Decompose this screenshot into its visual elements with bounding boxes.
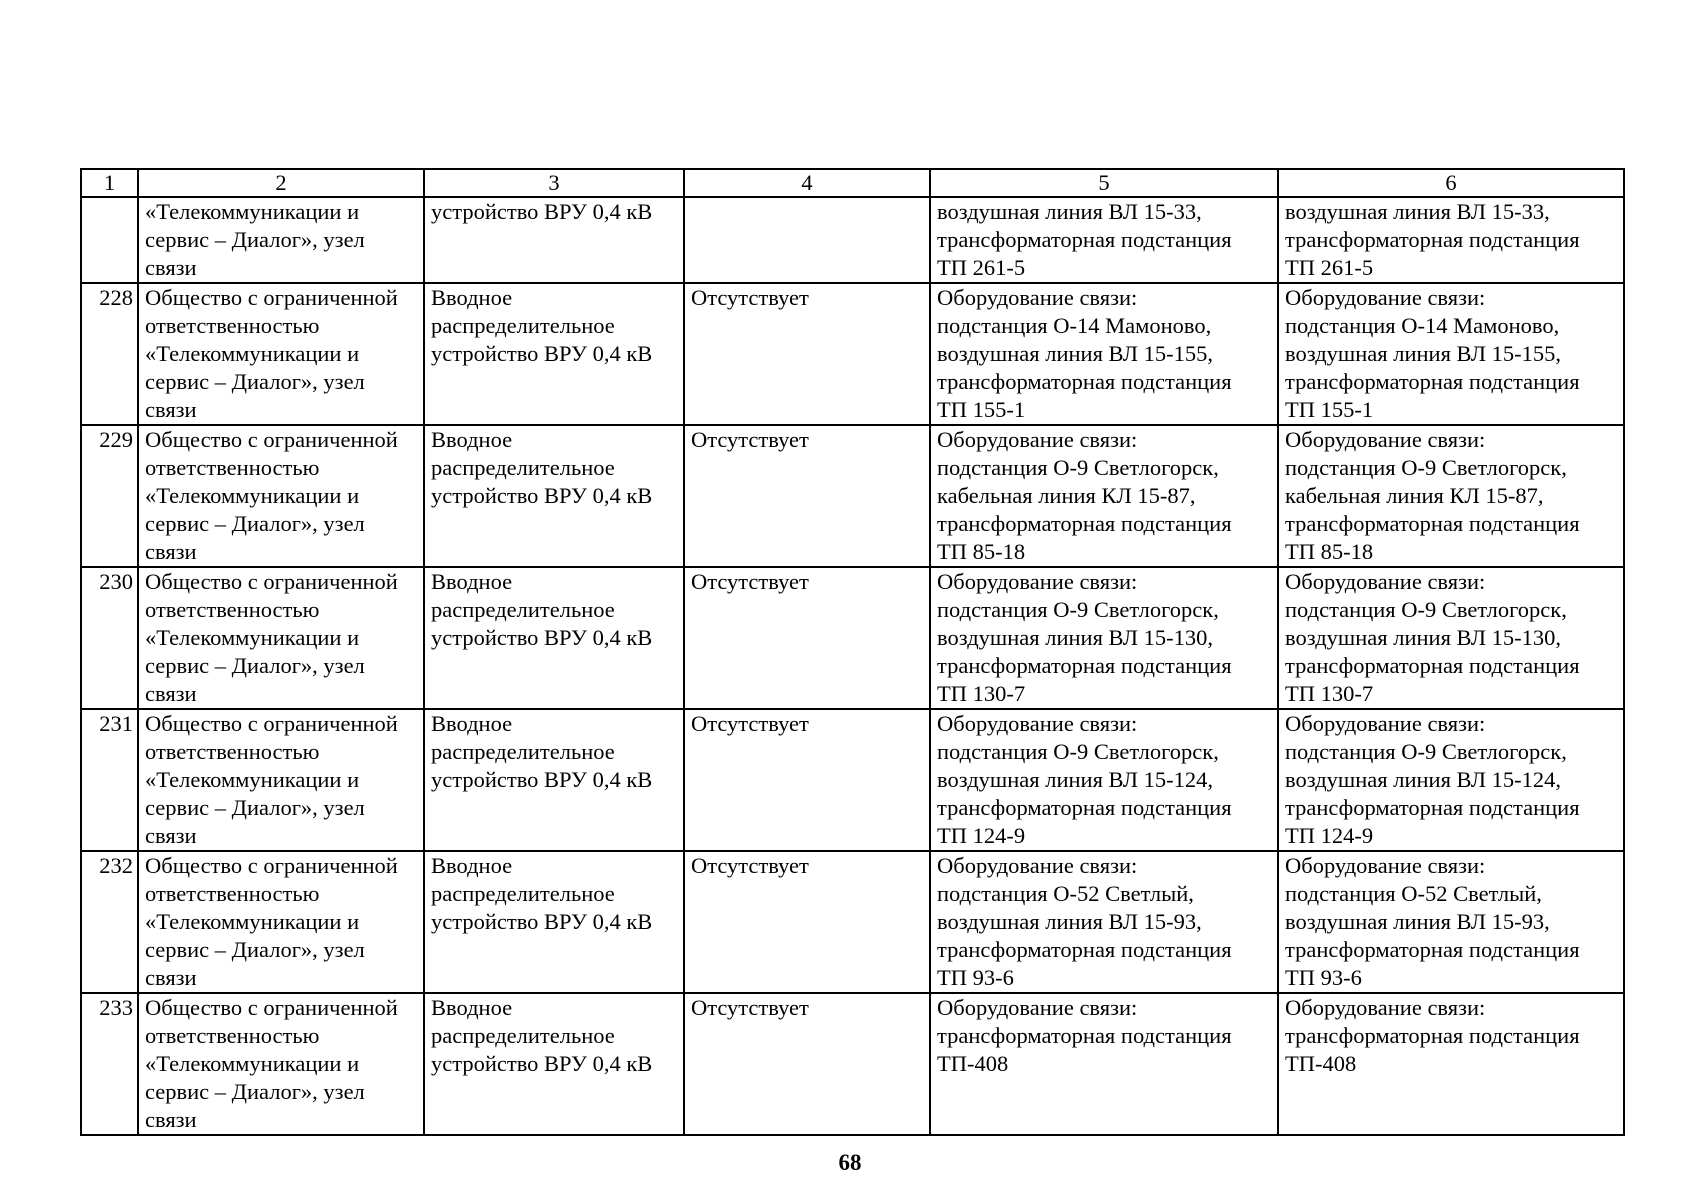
table-header-row [81,169,1624,197]
equipment-cell-5: Оборудование связи: подстанция О-9 Светлогорск, воздушная линия ВЛ 15-130, трансформаторная подстанция ТП 130-7 [930,567,1278,709]
device-cell: Вводное распределительное устройство ВРУ 0,4 кВ [424,425,684,567]
organization-cell: Общество с ограниченной ответственностью «Телекоммуникации и сервис – Диалог», узел связи [138,283,424,425]
device-cell: Вводное распределительное устройство ВРУ 0,4 кВ [424,283,684,425]
status-cell: Отсутствует [684,567,930,709]
organization-cell: Общество с ограниченной ответственностью «Телекоммуникации и сервис – Диалог», узел связи [138,425,424,567]
table-row [81,425,1624,567]
row-number-cell [81,197,138,283]
equipment-cell-6: Оборудование связи: подстанция О-9 Светлогорск, воздушная линия ВЛ 15-130, трансформаторная подстанция ТП 130-7 [1278,567,1624,709]
row-number-cell: 232 [81,851,138,993]
device-cell: Вводное распределительное устройство ВРУ 0,4 кВ [424,567,684,709]
column-header-4: 4 [684,169,930,197]
equipment-cell-5: Оборудование связи: подстанция О-9 Светлогорск, воздушная линия ВЛ 15-124, трансформаторная подстанция ТП 124-9 [930,709,1278,851]
organization-cell: Общество с ограниченной ответственностью «Телекоммуникации и сервис – Диалог», узел связи [138,567,424,709]
equipment-cell-6: Оборудование связи: подстанция О-9 Светлогорск, воздушная линия ВЛ 15-124, трансформаторная подстанция ТП 124-9 [1278,709,1624,851]
status-cell: Отсутствует [684,425,930,567]
status-cell: Отсутствует [684,283,930,425]
column-header-5: 5 [930,169,1278,197]
equipment-cell-5: Оборудование связи: подстанция О-9 Светлогорск, кабельная линия КЛ 15-87, трансформаторная подстанция ТП 85-18 [930,425,1278,567]
column-header-6: 6 [1278,169,1624,197]
row-number-cell: 231 [81,709,138,851]
equipment-cell-6: Оборудование связи: трансформаторная подстанция ТП-408 [1278,993,1624,1135]
equipment-cell-5: Оборудование связи: подстанция О-52 Светлый, воздушная линия ВЛ 15-93, трансформаторная подстанция ТП 93-6 [930,851,1278,993]
page-number: 68 [838,1150,862,1175]
table-row [81,283,1624,425]
column-header-1: 1 [81,169,138,197]
status-cell: Отсутствует [684,709,930,851]
equipment-cell-6: воздушная линия ВЛ 15-33, трансформаторная подстанция ТП 261-5 [1278,197,1624,283]
table-row [81,709,1624,851]
row-number-cell: 230 [81,567,138,709]
equipment-cell-5: воздушная линия ВЛ 15-33, трансформаторная подстанция ТП 261-5 [930,197,1278,283]
status-cell [684,197,930,283]
table-row [81,993,1624,1135]
table-row [81,567,1624,709]
row-number-cell: 229 [81,425,138,567]
device-cell: Вводное распределительное устройство ВРУ 0,4 кВ [424,709,684,851]
organization-cell: Общество с ограниченной ответственностью «Телекоммуникации и сервис – Диалог», узел связи [138,709,424,851]
device-cell: устройство ВРУ 0,4 кВ [424,197,684,283]
equipment-cell-5: Оборудование связи: подстанция О-14 Мамоново, воздушная линия ВЛ 15-155, трансформаторная подстанция ТП 155-1 [930,283,1278,425]
document-table [80,168,1625,1136]
organization-cell: Общество с ограниченной ответственностью «Телекоммуникации и сервис – Диалог», узел связи [138,851,424,993]
status-cell: Отсутствует [684,993,930,1135]
column-header-2: 2 [138,169,424,197]
column-header-3: 3 [424,169,684,197]
row-number-cell: 233 [81,993,138,1135]
organization-cell: «Телекоммуникации и сервис – Диалог», узел связи [138,197,424,283]
row-number-cell: 228 [81,283,138,425]
equipment-cell-6: Оборудование связи: подстанция О-52 Светлый, воздушная линия ВЛ 15-93, трансформаторная подстанция ТП 93-6 [1278,851,1624,993]
equipment-cell-5: Оборудование связи: трансформаторная подстанция ТП-408 [930,993,1278,1135]
status-cell: Отсутствует [684,851,930,993]
device-cell: Вводное распределительное устройство ВРУ 0,4 кВ [424,993,684,1135]
organization-cell: Общество с ограниченной ответственностью «Телекоммуникации и сервис – Диалог», узел связи [138,993,424,1135]
device-cell: Вводное распределительное устройство ВРУ 0,4 кВ [424,851,684,993]
table-row-continued [81,197,1624,283]
equipment-cell-6: Оборудование связи: подстанция О-9 Светлогорск, кабельная линия КЛ 15-87, трансформаторная подстанция ТП 85-18 [1278,425,1624,567]
equipment-cell-6: Оборудование связи: подстанция О-14 Мамоново, воздушная линия ВЛ 15-155, трансформаторная подстанция ТП 155-1 [1278,283,1624,425]
table-row [81,851,1624,993]
